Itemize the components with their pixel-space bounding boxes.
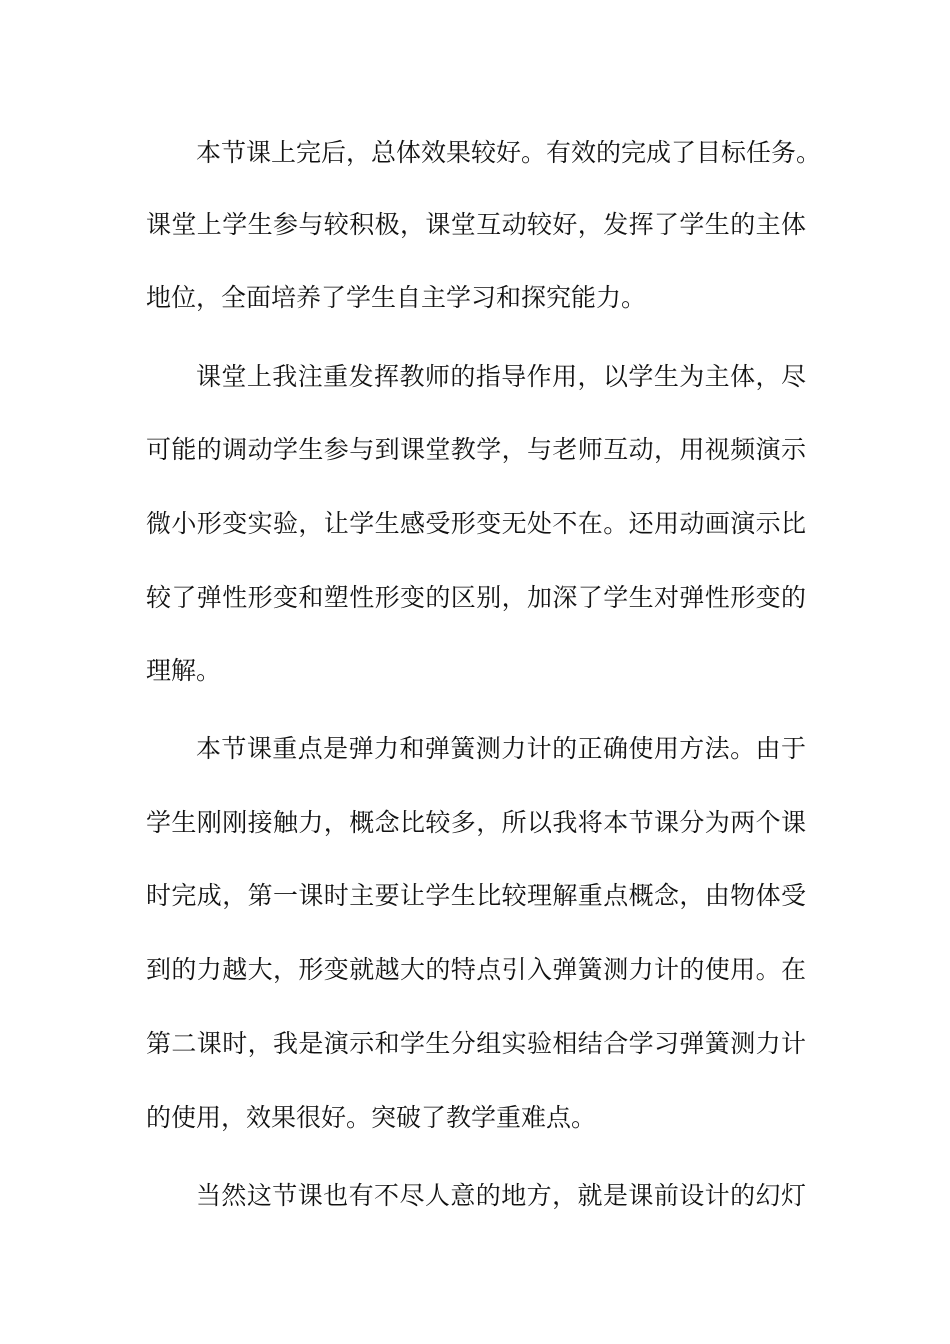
paragraph-3-line-2: 学生刚刚接触力，概念比较多，所以我将本节课分为两个课 (146, 808, 806, 837)
paragraph-2-line-5: 理解。 (146, 656, 222, 685)
paragraph-3-line-3: 时完成，第一课时主要让学生比较理解重点概念，由物体受 (146, 881, 806, 910)
paragraph-4-line-1: 当然这节课也有不尽人意的地方，就是课前设计的幻灯 (196, 1181, 806, 1210)
paragraph-2-line-3: 微小形变实验，让学生感受形变无处不在。还用动画演示比 (146, 509, 806, 538)
paragraph-2-line-2: 可能的调动学生参与到课堂教学，与老师互动，用视频演示 (146, 435, 806, 464)
paragraph-2-line-4: 较了弹性形变和塑性形变的区别，加深了学生对弹性形变的 (146, 583, 806, 612)
paragraph-1-line-3: 地位，全面培养了学生自主学习和探究能力。 (146, 283, 647, 312)
paragraph-1-line-1: 本节课上完后，总体效果较好。有效的完成了目标任务。 (196, 138, 822, 167)
paragraph-3-line-1: 本节课重点是弹力和弹簧测力计的正确使用方法。由于 (196, 734, 806, 763)
paragraph-3-line-5: 第二课时，我是演示和学生分组实验相结合学习弹簧测力计 (146, 1029, 806, 1058)
paragraph-2-line-1: 课堂上我注重发挥教师的指导作用，以学生为主体，尽 (196, 362, 806, 391)
paragraph-3-line-6: 的使用，效果很好。突破了教学重难点。 (146, 1103, 597, 1132)
paragraph-3-line-4: 到的力越大，形变就越大的特点引入弹簧测力计的使用。在 (146, 955, 806, 984)
paragraph-1-line-2: 课堂上学生参与较积极，课堂互动较好，发挥了学生的主体 (146, 210, 806, 239)
